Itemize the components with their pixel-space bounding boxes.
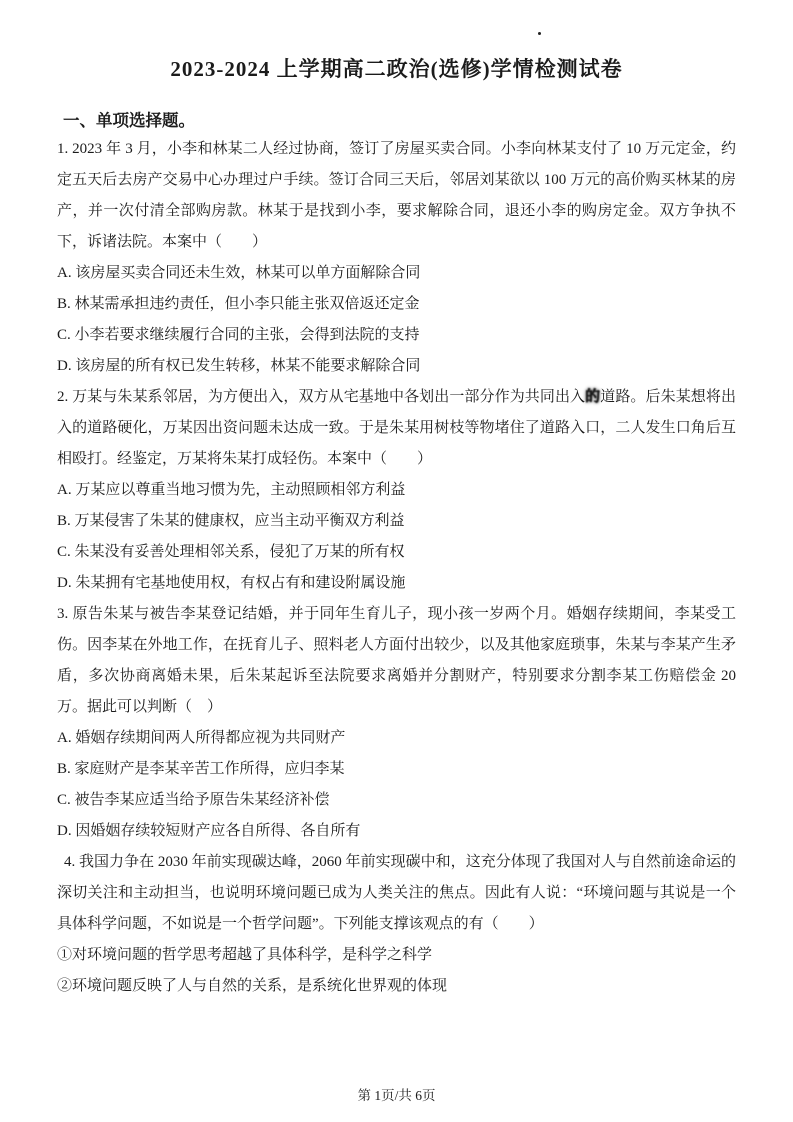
- question-2: [57, 382, 736, 599]
- question-1-option-d: D. 该房屋的所有权已发生转移，林某不能要求解除合同: [57, 358, 421, 374]
- question-2-stem: [57, 382, 736, 475]
- print-dot-artifact: [538, 32, 541, 35]
- question-1-option-c: C. 小李若要求继续履行合同的主张，会得到法院的支持: [57, 327, 420, 343]
- question-2-option-a: A. 万某应以尊重当地习惯为先，主动照顾相邻方利益: [57, 482, 406, 498]
- question-1-option-b: B. 林某需承担违约责任，但小李只能主张双倍返还定金: [57, 296, 420, 312]
- question-1-stem: 1. 2023 年 3 月，小李和林某二人经过协商，签订了房屋买卖合同。小李向林某支付了 10 万元定金，约定五天后去房产交易中心办理过户手续。签订合同三天后，邻居刘某欲以 100 万元的高价购买林某的房产，并一次付清全部购房款。林某于是找到小李，要求解除合同，退还小李的购房定金。双方争执不下，诉诸法院。本案中（ ）: [57, 141, 736, 250]
- question-4: [57, 847, 736, 1002]
- question-4-subitem-1: ①对环境问题的哲学思考超越了具体科学，是科学之科学: [57, 947, 433, 963]
- question-2-option-c: C. 朱某没有妥善处理相邻关系，侵犯了万某的所有权: [57, 544, 405, 560]
- question-4-stem: 4. 我国力争在 2030 年前实现碳达峰，2060 年前实现碳中和，这充分体现了我国对人与自然前途命运的深切关注和主动担当，也说明环境问题已成为人类关注的焦点。因此有人说：“环境问题与其说是一个具体科学问题，不如说是一个哲学问题”。下列能支撑该观点的有（ ）: [57, 854, 736, 932]
- page-footer: 第 1页/共 6页: [357, 1088, 436, 1103]
- question-2-option-d: D. 朱某拥有宅基地使用权，有权占有和建设附属设施: [57, 575, 406, 591]
- question-3-option-a: A. 婚姻存续期间两人所得都应视为共同财产: [57, 730, 346, 746]
- question-1-option-a: A. 该房屋买卖合同还未生效，林某可以单方面解除合同: [57, 265, 421, 281]
- question-3: [57, 599, 736, 847]
- question-2-stem-after: 道路。后朱某想将出入的道路硬化，万某因出资问题未达成一致。于是朱某用树枝等物堵住了道路入口，二人发生口角后互相殴打。经鉴定，万某将朱某打成轻伤。本案中（ ）: [57, 389, 736, 467]
- question-4-subitem-2: ②环境问题反映了人与自然的关系，是系统化世界观的体现: [57, 978, 448, 994]
- smudged-character: 的: [585, 389, 601, 405]
- page-title: 2023-2024 上学期高二政治(选修)学情检测试卷: [170, 57, 623, 81]
- question-3-option-c: C. 被告李某应适当给予原告朱某经济补偿: [57, 792, 330, 808]
- question-1: [57, 134, 736, 382]
- question-2-option-b: B. 万某侵害了朱某的健康权，应当主动平衡双方利益: [57, 513, 405, 529]
- question-2-stem-before: 2. 万某与朱某系邻居，为方便出入，双方从宅基地中各划出一部分作为共同出入: [57, 389, 586, 405]
- question-3-stem: 3. 原告朱某与被告李某登记结婚，并于同年生育儿子，现小孩一岁两个月。婚姻存续期间，李某受工伤。因李某在外地工作，在抚育儿子、照料老人方面付出较少，以及其他家庭琐事，朱某与李某产生矛盾，多次协商离婚未果，后朱某起诉至法院要求离婚并分割财产，特别要求分割李某工伤赔偿金 20 万。据此可以判断（ ）: [57, 606, 736, 715]
- question-3-option-b: B. 家庭财产是李某辛苦工作所得，应归李某: [57, 761, 345, 777]
- section-heading: 一、单项选择题。: [63, 111, 195, 130]
- question-3-option-d: D. 因婚姻存续较短财产应各自所得、各自所有: [57, 823, 361, 839]
